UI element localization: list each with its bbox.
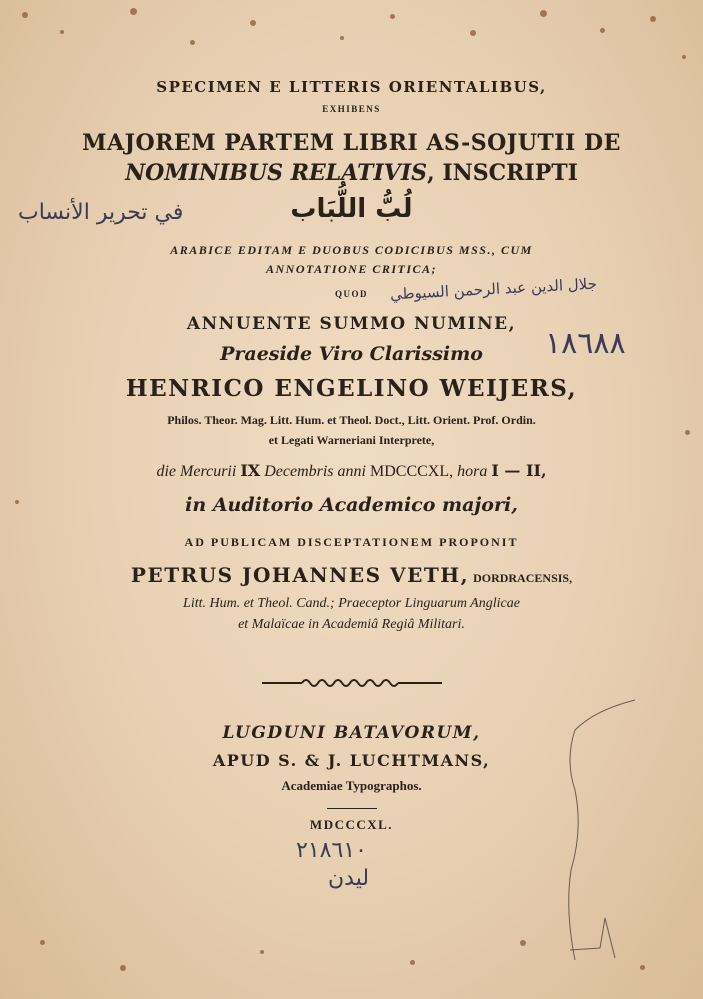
imprint-role: Academiae Typographos.: [281, 778, 422, 793]
annotation-arabic-right: جلال الدين عبد الرحمن السيوطي: [389, 274, 598, 304]
annuente-line: ANNUENTE SUMMO NUMINE,: [186, 314, 517, 334]
praeses-name: HENRICO ENGELINO WEIJERS,: [125, 375, 578, 402]
date-number: IX: [240, 461, 261, 480]
edition-line1: ARABICE EDITAM E DUOBUS CODICIBUS MSS., CUM: [170, 243, 533, 257]
author-line: [0, 563, 703, 587]
author-name: PETRUS JOHANNES VETH,: [130, 563, 470, 587]
auditorium-line: in Auditorio Academico majori,: [185, 494, 518, 516]
praeside-line: Praeside Viro Clarissimo: [220, 343, 483, 365]
title-rest-part: , INSCRIPTI: [427, 160, 578, 186]
pencil-marks: [555, 690, 665, 980]
edition-line2: ANNOTATIONE CRITICA;: [265, 262, 438, 276]
title-italic-part: NOMINIBUS RELATIVIS: [125, 160, 428, 186]
main-title-line1: MAJOREM PARTEM LIBRI AS-SOJUTII DE: [82, 130, 621, 156]
annotation-word-bottom: ليدن: [328, 866, 370, 891]
praeses-office: et Legati Warneriani Interprete,: [268, 433, 435, 447]
annotation-arabic-left: في تحرير الأنساب: [18, 200, 184, 225]
date-month: Decembris anni: [264, 463, 366, 480]
annotation-number-right: ١٨٦٨٨: [545, 326, 626, 361]
ornamental-rule: [262, 676, 442, 690]
date-year: MDCCCXL,: [369, 463, 454, 480]
annotation-number-bottom: ٢١٨٦١٠: [296, 838, 367, 863]
quod-label: QUOD: [335, 289, 368, 299]
author-post: et Malaïcae in Academiâ Regiâ Militari.: [238, 617, 465, 632]
date-hour: I — II,: [491, 461, 547, 480]
date-line: [0, 461, 703, 481]
praeses-titles: Philos. Theor. Mag. Litt. Hum. et Theol. Doct., Litt. Orient. Prof. Ordin.: [167, 413, 536, 427]
date-hour-label: hora: [457, 463, 488, 480]
imprint-publisher: APUD S. & J. LUCHTMANS,: [212, 751, 491, 770]
proponit-line: AD PUBLICAM DISCEPTATIONEM PROPONIT: [184, 535, 519, 549]
author-degree: Litt. Hum. et Theol. Cand.; Praeceptor Linguarum Anglicae: [183, 596, 520, 611]
arabic-title: لُبُّ اللُّبَاب: [290, 194, 413, 224]
imprint-city: LUGDUNI BATAVORUM,: [222, 723, 481, 743]
main-title-line2: [0, 160, 703, 186]
exhibens-label: EXHIBENS: [322, 104, 381, 114]
imprint-year: MDCCCXL.: [309, 817, 394, 832]
author-origin: DORDRACENSIS,: [473, 571, 573, 585]
series-heading: SPECIMEN E LITTERIS ORIENTALIBUS,: [156, 78, 547, 96]
date-day: die Mercurii: [156, 463, 237, 480]
